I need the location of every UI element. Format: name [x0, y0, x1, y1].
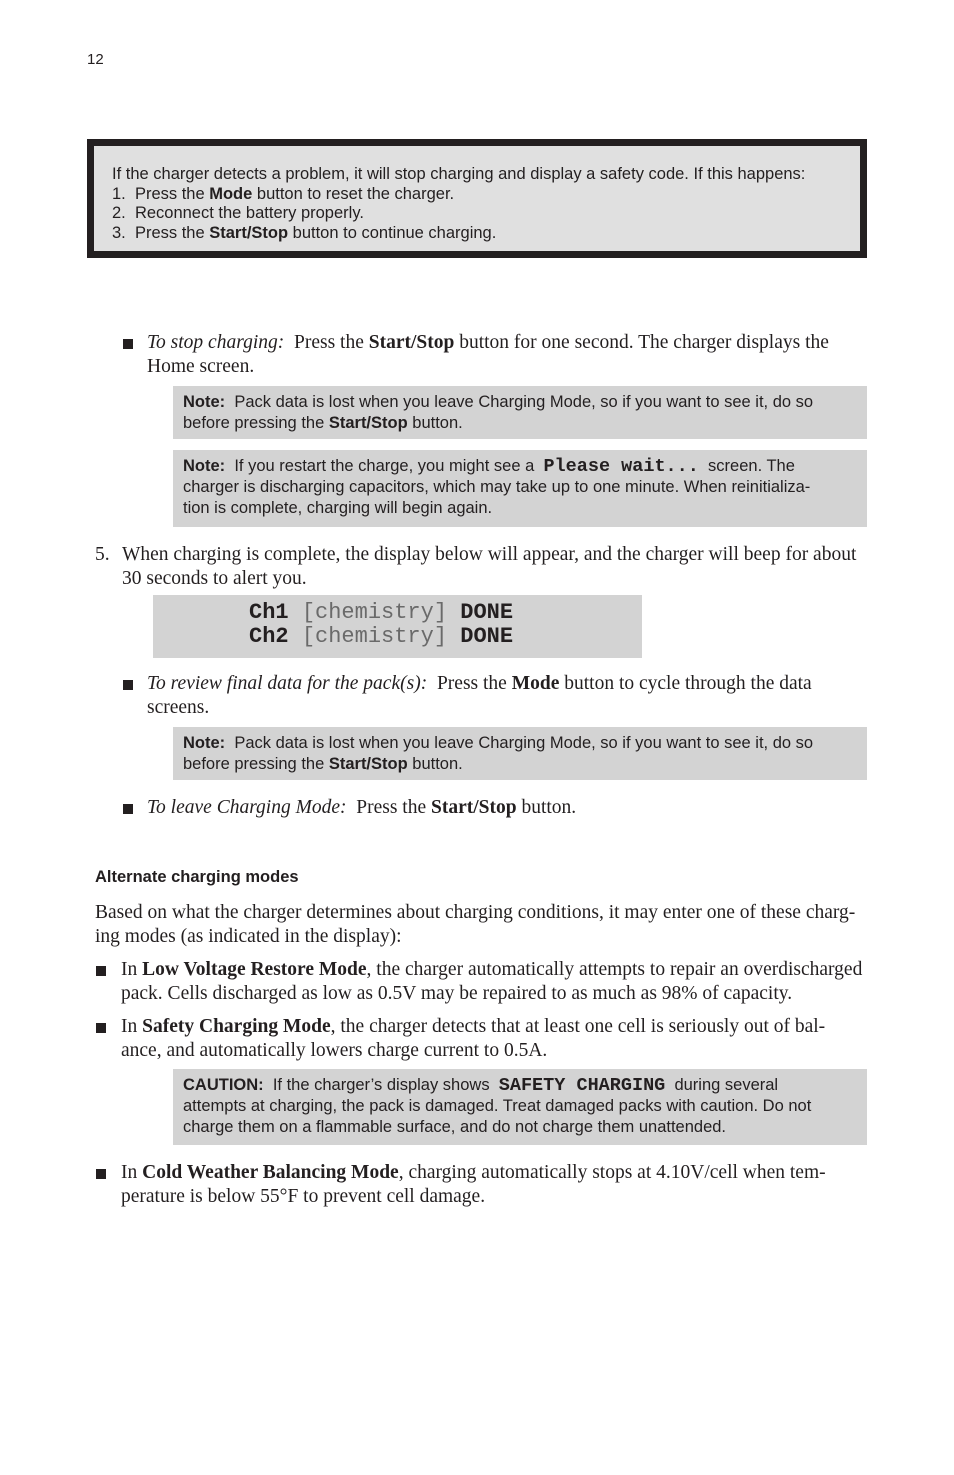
text: screen. The [708, 457, 795, 475]
status-text: DONE [460, 624, 514, 649]
lcd-display [153, 595, 642, 658]
note-box-pack-data [173, 386, 867, 439]
safety-mode-paragraph [121, 1015, 867, 1062]
bullet-square [123, 680, 133, 690]
channel-label: Ch1 [249, 600, 289, 625]
stop-charging-paragraph [147, 331, 862, 378]
text: tion is complete, charging will begin again. [183, 499, 493, 517]
review-data-paragraph [147, 672, 862, 719]
display-message: SAFETY CHARGING [498, 1075, 666, 1096]
note-label: Note: [183, 734, 226, 752]
leave-label: To leave Charging Mode: [147, 797, 347, 818]
page-number: 12 [87, 51, 104, 68]
note-box-pack-data-2 [173, 727, 867, 780]
start-stop-button-name: Start/Stop [431, 797, 517, 818]
cold-weather-paragraph [121, 1161, 867, 1208]
text: If the charger’s display shows [272, 1076, 490, 1094]
step-text: Reconnect the battery properly. [134, 204, 364, 222]
text: button. [516, 797, 577, 818]
low-voltage-paragraph [121, 958, 867, 1005]
alt-intro-paragraph [95, 901, 867, 948]
text: Based on what the charger determines about charging conditions, it may enter one of these charg- [95, 902, 856, 923]
text: ing modes (as indicated in the display): [95, 925, 402, 947]
channel-label: Ch2 [249, 624, 289, 649]
text: Press the [356, 797, 431, 818]
chemistry-placeholder: [chemistry] [301, 600, 448, 625]
start-stop-button-name: Start/Stop [328, 414, 408, 432]
mode-name: Safety Charging Mode [142, 1016, 331, 1037]
text: attempts at charging, the pack is damaged. Treat damaged packs with caution. Do not [183, 1097, 812, 1115]
mode-button-name: Mode [209, 184, 253, 203]
bullet-square [123, 339, 133, 349]
step-5-paragraph [122, 543, 867, 590]
text: before pressing the [183, 414, 329, 432]
text: In [121, 1016, 143, 1037]
display-message: Please wait... [543, 456, 699, 477]
mode-name: Low Voltage Restore Mode [142, 959, 367, 980]
text: , the charger automatically attempts to repair an overdischarged [366, 959, 863, 980]
step-text: Press the [134, 184, 210, 203]
note-label: Note: [183, 393, 226, 411]
review-label: To review final data for the pack(s): [147, 673, 428, 694]
text: 30 seconds to alert you. [122, 567, 307, 589]
caution-label: CAUTION: [183, 1076, 264, 1094]
status-text: DONE [460, 600, 514, 625]
text: screens. [147, 696, 210, 718]
start-stop-button-name: Start/Stop [209, 223, 289, 242]
safety-step-1 [112, 185, 860, 205]
safety-step-3 [112, 224, 860, 244]
text: perature is below 55°F to prevent cell damage. [121, 1185, 486, 1207]
text: If you restart the charge, you might see a [234, 457, 535, 475]
text: Home screen. [147, 355, 255, 377]
text: , the charger detects that at least one cell is seriously out of bal- [330, 1016, 826, 1037]
text: Pack data is lost when you leave Charging Mode, so if you want to see it, do so [234, 734, 814, 752]
safety-step-2 [112, 204, 860, 224]
text: button. [407, 755, 463, 773]
note-label: Note: [183, 457, 226, 475]
step-text: Press the [134, 223, 210, 242]
mode-button-name: Mode [511, 673, 560, 694]
stop-charging-label: To stop charging: [147, 332, 285, 353]
text: Pack data is lost when you leave Charging Mode, so if you want to see it, do so [234, 393, 814, 411]
text: button for one second. The charger displays the [454, 332, 829, 353]
chemistry-placeholder: [chemistry] [301, 624, 448, 649]
text: before pressing the [183, 755, 329, 773]
mode-name: Cold Weather Balancing Mode [142, 1162, 399, 1183]
step-number: 1. [112, 184, 126, 203]
text: ance, and automatically lowers charge current to 0.5A. [121, 1039, 548, 1061]
safety-code-box [87, 139, 867, 258]
text: In [121, 959, 143, 980]
caution-box [173, 1069, 867, 1145]
text: Press the [294, 332, 369, 353]
text: , charging automatically stops at 4.10V/cell when tem- [398, 1162, 826, 1183]
step-text: button to continue charging. [288, 223, 497, 242]
text: pack. Cells discharged as low as 0.5V may be repaired to as much as 98% of capacity. [121, 982, 793, 1004]
step-text: button to reset the charger. [252, 184, 455, 203]
text: during several [674, 1076, 779, 1094]
section-heading: Alternate charging modes [95, 868, 299, 886]
bullet-square [123, 804, 133, 814]
safety-box-intro: If the charger detects a problem, it will stop charging and display a safety code. If this happens: [112, 165, 806, 183]
leave-mode-paragraph [147, 796, 862, 820]
bullet-square [96, 1169, 106, 1179]
bullet-square [96, 966, 106, 976]
step-number: 3. [112, 223, 126, 242]
start-stop-button-name: Start/Stop [328, 755, 408, 773]
text: charge them on a flammable surface, and do not charge them unattended. [183, 1118, 727, 1136]
step-5-number: 5. [95, 544, 110, 565]
text: charger is discharging capacitors, which may take up to one minute. When reinitializa- [183, 478, 811, 496]
start-stop-button-name: Start/Stop [368, 332, 455, 353]
note-box-restart [173, 450, 867, 527]
text: When charging is complete, the display below will appear, and the charger will beep for about [122, 544, 857, 565]
text: In [121, 1162, 143, 1183]
text: button. [407, 414, 463, 432]
step-number: 2. [112, 204, 126, 222]
bullet-square [96, 1023, 106, 1033]
text: button to cycle through the data [559, 673, 812, 694]
text: Press the [436, 673, 512, 694]
